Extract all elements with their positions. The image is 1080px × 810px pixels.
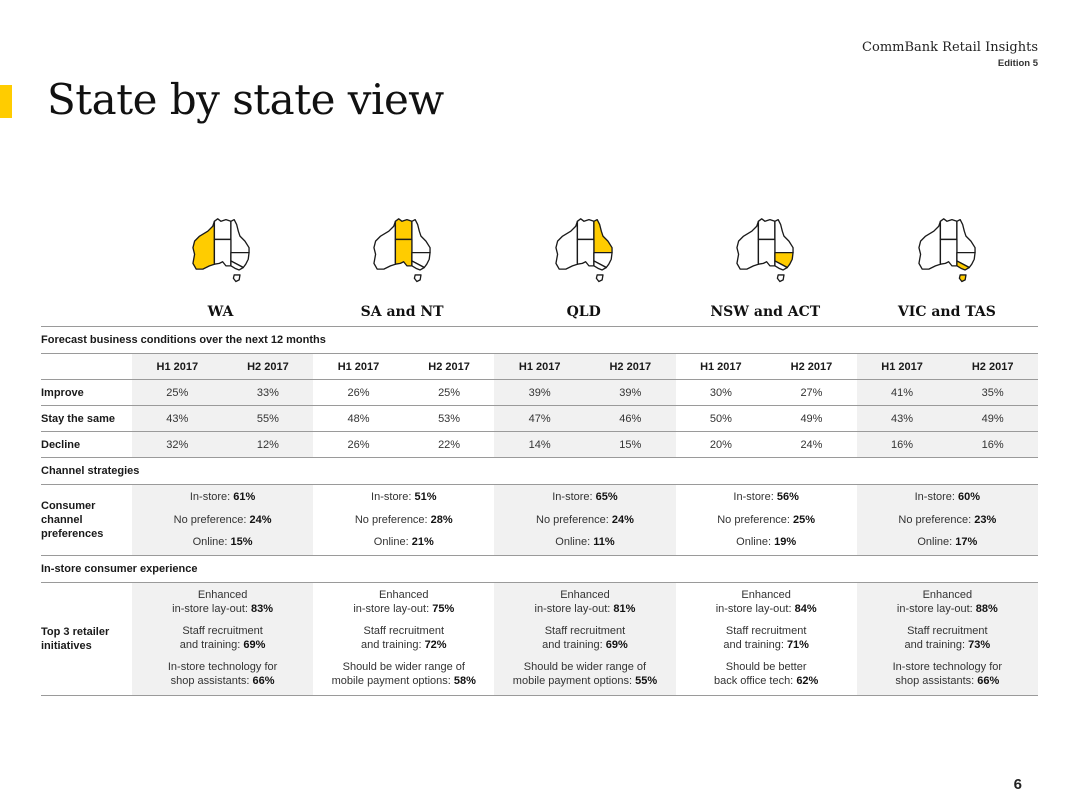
forecast-row-label: Stay the same bbox=[41, 412, 115, 425]
map-region-nt bbox=[577, 219, 594, 240]
state-label: WA bbox=[207, 304, 234, 320]
channel-cell bbox=[857, 485, 1038, 555]
channel-prefix: In-store: bbox=[733, 491, 774, 504]
period-header-row bbox=[41, 353, 1038, 379]
channel-value: 19% bbox=[774, 536, 797, 549]
channel-line bbox=[736, 531, 796, 554]
initiative-value: 84% bbox=[794, 603, 817, 615]
period-header: H2 2017 bbox=[428, 360, 470, 373]
channel-value: 17% bbox=[955, 536, 978, 549]
map-region-tas bbox=[596, 275, 603, 282]
map-region-qld bbox=[957, 220, 975, 253]
initiative-value: 69% bbox=[243, 639, 266, 651]
forecast-value: 39% bbox=[585, 380, 676, 405]
forecast-value: 15% bbox=[585, 432, 676, 457]
initiative-line1: Staff recruitment bbox=[725, 625, 807, 637]
forecast-value: 35% bbox=[947, 380, 1038, 405]
initiative-line1: Enhanced bbox=[197, 589, 248, 601]
channel-line bbox=[555, 531, 614, 554]
forecast-value: 20% bbox=[709, 438, 732, 451]
initiative-text: in-store lay-out: bbox=[715, 603, 792, 615]
channel-value: 56% bbox=[776, 491, 799, 504]
forecast-value: 14% bbox=[494, 432, 585, 457]
initiatives-cell bbox=[857, 583, 1038, 695]
channel-prefix: No preference: bbox=[717, 513, 790, 526]
initiative-line1: Staff recruitment bbox=[363, 625, 445, 637]
channel-prefix: Online: bbox=[373, 536, 409, 549]
australia-map-icon bbox=[912, 218, 982, 284]
channel-prefix: No preference: bbox=[354, 513, 428, 526]
australia-map-icon bbox=[367, 218, 437, 284]
map-region-wa bbox=[192, 221, 213, 269]
map-region-nt bbox=[395, 219, 412, 240]
channel-value: 28% bbox=[430, 513, 453, 526]
initiative-item bbox=[893, 660, 1002, 688]
initiative-line2 bbox=[180, 638, 266, 652]
channel-line bbox=[193, 531, 253, 554]
map-region-sa bbox=[214, 239, 231, 265]
channel-value: 25% bbox=[793, 513, 816, 526]
section-channel-title: Channel strategies bbox=[41, 465, 140, 477]
period-header: H1 2017 bbox=[494, 354, 585, 379]
channel-value: 11% bbox=[593, 536, 615, 549]
initiative-item bbox=[723, 624, 809, 652]
channel-prefix: No preference: bbox=[898, 513, 972, 526]
channel-prefix: No preference: bbox=[536, 513, 609, 526]
page-number: 6 bbox=[1013, 776, 1022, 793]
initiatives-cell bbox=[494, 583, 675, 695]
initiative-line1: Should be wider range of bbox=[523, 661, 647, 673]
map-region-tas bbox=[778, 275, 785, 282]
map-region-qld bbox=[594, 220, 612, 253]
period-header: H1 2017 bbox=[700, 360, 742, 373]
forecast-row bbox=[41, 431, 1038, 457]
channel-line bbox=[190, 486, 255, 509]
section-instore-title: In-store consumer experience bbox=[41, 563, 198, 575]
initiative-line1: Enhanced bbox=[922, 589, 973, 601]
channel-prefix: In-store: bbox=[552, 491, 593, 504]
section-forecast-title: Forecast business conditions over the next 12 months bbox=[41, 334, 326, 346]
initiative-item bbox=[542, 624, 628, 652]
header-brand bbox=[862, 40, 1038, 69]
forecast-value: 41% bbox=[857, 380, 948, 405]
channel-cell bbox=[313, 485, 494, 555]
state-column-1 bbox=[312, 218, 493, 328]
channel-line bbox=[355, 509, 453, 532]
map-region-wa bbox=[737, 221, 758, 269]
forecast-value: 46% bbox=[585, 406, 676, 431]
initiatives-row bbox=[41, 582, 1038, 696]
forecast-value: 25% bbox=[132, 380, 223, 405]
forecast-value: 55% bbox=[223, 406, 314, 431]
state-label: SA and NT bbox=[360, 304, 444, 320]
channel-prefix: Online: bbox=[736, 536, 772, 549]
initiative-value: 58% bbox=[453, 675, 476, 687]
map-region-sa bbox=[395, 239, 412, 265]
state-label: NSW and ACT bbox=[710, 304, 821, 320]
initiative-line1: In-store technology for bbox=[167, 661, 278, 673]
initiative-line1: Enhanced bbox=[560, 589, 610, 601]
channel-line bbox=[733, 486, 798, 509]
initiatives-cell bbox=[676, 583, 857, 695]
initiative-text: in-store lay-out: bbox=[896, 603, 973, 615]
initiative-value: 62% bbox=[796, 675, 819, 687]
map-region-tas bbox=[233, 275, 240, 282]
initiative-line2 bbox=[542, 638, 628, 652]
channel-line bbox=[717, 509, 815, 532]
initiative-line2 bbox=[905, 638, 991, 652]
channel-prefix: In-store: bbox=[189, 491, 231, 504]
initiative-item bbox=[332, 660, 476, 688]
initiative-value: 71% bbox=[786, 639, 809, 651]
header-blank bbox=[41, 354, 132, 379]
channel-prefix: Online: bbox=[192, 536, 228, 549]
channel-prefix: No preference: bbox=[173, 513, 247, 526]
initiative-line2 bbox=[714, 674, 818, 688]
initiative-value: 75% bbox=[432, 603, 455, 615]
forecast-value: 26% bbox=[347, 438, 370, 451]
initiative-text: in-store lay-out: bbox=[172, 603, 248, 615]
initiative-item bbox=[353, 588, 454, 616]
forecast-value: 53% bbox=[438, 412, 461, 425]
map-region-tas bbox=[959, 275, 966, 282]
map-region-nt bbox=[759, 219, 776, 240]
initiative-item bbox=[905, 624, 991, 652]
initiative-text: in-store lay-out: bbox=[534, 603, 611, 615]
channel-line bbox=[898, 509, 996, 532]
initiative-line1: Staff recruitment bbox=[182, 625, 263, 637]
map-region-sa bbox=[577, 239, 594, 265]
channel-value: 24% bbox=[249, 513, 272, 526]
channel-line bbox=[917, 531, 977, 554]
forecast-row bbox=[41, 405, 1038, 431]
initiative-value: 88% bbox=[975, 603, 998, 615]
state-label: QLD bbox=[566, 304, 601, 320]
period-header: H1 2017 bbox=[857, 354, 948, 379]
state-column-3 bbox=[675, 218, 856, 328]
channel-prefix: In-store: bbox=[371, 491, 412, 504]
initiative-line2 bbox=[716, 602, 817, 616]
initiative-line1: Should be wider range of bbox=[342, 661, 465, 673]
channel-cell bbox=[132, 485, 313, 555]
period-header: H2 2017 bbox=[585, 354, 676, 379]
forecast-value: 49% bbox=[800, 412, 823, 425]
state-column-0 bbox=[130, 218, 311, 328]
channel-line bbox=[174, 509, 272, 532]
initiative-value: 66% bbox=[252, 675, 275, 687]
initiative-line2 bbox=[893, 674, 1002, 688]
forecast-value: 49% bbox=[947, 406, 1038, 431]
map-region-wa bbox=[374, 221, 395, 269]
channel-prefix: In-store: bbox=[914, 491, 955, 504]
channel-value: 65% bbox=[595, 491, 618, 504]
channel-line bbox=[371, 486, 436, 509]
channel-preferences-row bbox=[41, 484, 1038, 555]
state-maps bbox=[130, 218, 1038, 328]
initiative-text: and training: bbox=[904, 639, 966, 651]
initiative-item bbox=[716, 588, 817, 616]
initiative-line1: Enhanced bbox=[379, 589, 429, 601]
forecast-row-label: Decline bbox=[41, 438, 81, 451]
map-region-sa bbox=[940, 239, 957, 265]
state-table bbox=[41, 326, 1038, 696]
channel-value: 21% bbox=[411, 536, 434, 549]
initiative-line1: Should be better bbox=[725, 661, 807, 673]
initiative-text: mobile payment options: bbox=[512, 675, 633, 687]
australia-map-icon bbox=[730, 218, 800, 284]
map-region-nt bbox=[940, 219, 957, 240]
forecast-value: 48% bbox=[347, 412, 370, 425]
channel-line bbox=[374, 531, 434, 554]
section-channel bbox=[41, 457, 1038, 484]
initiative-line1: In-store technology for bbox=[892, 661, 1003, 673]
channel-value: 23% bbox=[974, 513, 997, 526]
section-instore bbox=[41, 555, 1038, 582]
forecast-row-label: Improve bbox=[41, 386, 84, 399]
forecast-value: 16% bbox=[857, 432, 948, 457]
initiative-line2 bbox=[723, 638, 809, 652]
forecast-value: 12% bbox=[223, 432, 314, 457]
initiative-line2 bbox=[361, 638, 447, 652]
forecast-value: 27% bbox=[800, 386, 823, 399]
initiative-line1: Staff recruitment bbox=[544, 625, 626, 637]
forecast-value: 47% bbox=[494, 406, 585, 431]
initiative-text: back office tech: bbox=[713, 675, 794, 687]
state-label: VIC and TAS bbox=[897, 304, 996, 320]
australia-map-icon bbox=[549, 218, 619, 284]
channel-value: 51% bbox=[414, 491, 437, 504]
period-header: H1 2017 bbox=[132, 354, 223, 379]
channel-value: 15% bbox=[230, 536, 253, 549]
map-region-sa bbox=[759, 239, 776, 265]
initiative-item bbox=[897, 588, 998, 616]
initiative-item bbox=[172, 588, 273, 616]
forecast-value: 30% bbox=[709, 386, 732, 399]
initiative-line2 bbox=[168, 674, 277, 688]
initiative-line1: Staff recruitment bbox=[907, 625, 988, 637]
initiative-item bbox=[180, 624, 266, 652]
page-title: State by state view bbox=[47, 75, 444, 124]
initiative-line2 bbox=[353, 602, 454, 616]
state-column-4 bbox=[856, 218, 1037, 328]
map-region-qld bbox=[775, 220, 793, 253]
channel-cell bbox=[676, 485, 857, 555]
map-region-qld bbox=[230, 220, 248, 253]
initiative-item bbox=[714, 660, 818, 688]
channel-line bbox=[552, 486, 617, 509]
forecast-value: 16% bbox=[947, 432, 1038, 457]
initiatives-cell bbox=[132, 583, 313, 695]
australia-map-icon bbox=[186, 218, 256, 284]
initiative-text: and training: bbox=[360, 639, 422, 651]
forecast-value: 26% bbox=[347, 386, 370, 399]
initiatives-cell bbox=[313, 583, 494, 695]
period-header: H2 2017 bbox=[790, 360, 833, 373]
initiative-text: mobile payment options: bbox=[331, 675, 451, 687]
initiative-line2 bbox=[332, 674, 476, 688]
map-region-nt bbox=[214, 219, 231, 240]
channel-line bbox=[536, 509, 634, 532]
initiative-line1: Enhanced bbox=[741, 589, 791, 601]
initiative-line2 bbox=[897, 602, 998, 616]
forecast-value: 32% bbox=[132, 432, 223, 457]
initiative-value: 72% bbox=[424, 639, 447, 651]
channel-line bbox=[915, 486, 980, 509]
initiative-value: 55% bbox=[635, 675, 658, 687]
title-accent-bar bbox=[0, 85, 12, 118]
initiative-item bbox=[513, 660, 657, 688]
initiative-text: in-store lay-out: bbox=[353, 603, 430, 615]
channel-value: 60% bbox=[958, 491, 981, 504]
period-header: H1 2017 bbox=[337, 360, 380, 373]
map-region-wa bbox=[556, 221, 577, 269]
initiatives-label: Top 3 retailer initiatives bbox=[41, 626, 110, 652]
forecast-value: 39% bbox=[494, 380, 585, 405]
initiative-line2 bbox=[513, 674, 657, 688]
map-region-tas bbox=[414, 275, 421, 282]
brand-name: CommBank Retail Insights bbox=[862, 40, 1038, 55]
forecast-value: 43% bbox=[857, 406, 948, 431]
initiative-value: 83% bbox=[251, 603, 274, 615]
period-header: H2 2017 bbox=[947, 354, 1038, 379]
channel-value: 61% bbox=[233, 491, 256, 504]
initiative-text: shop assistants: bbox=[895, 675, 975, 687]
period-header: H2 2017 bbox=[223, 354, 314, 379]
initiative-text: shop assistants: bbox=[170, 675, 250, 687]
channel-prefix: Online: bbox=[917, 536, 953, 549]
channel-value: 24% bbox=[611, 513, 634, 526]
channel-cell bbox=[494, 485, 675, 555]
initiative-text: and training: bbox=[542, 639, 603, 651]
edition-label: Edition 5 bbox=[997, 58, 1038, 69]
map-region-wa bbox=[919, 221, 940, 269]
forecast-value: 50% bbox=[709, 412, 732, 425]
initiative-line2 bbox=[172, 602, 273, 616]
initiative-value: 69% bbox=[605, 639, 628, 651]
forecast-value: 24% bbox=[800, 438, 823, 451]
forecast-value: 43% bbox=[132, 406, 223, 431]
initiative-item bbox=[168, 660, 277, 688]
forecast-value: 22% bbox=[438, 438, 461, 451]
section-forecast bbox=[41, 326, 1038, 353]
initiative-text: and training: bbox=[179, 639, 241, 651]
channel-label: Consumer channel preferences bbox=[41, 500, 104, 540]
initiative-value: 66% bbox=[977, 675, 1000, 687]
map-region-qld bbox=[412, 220, 430, 253]
initiative-line2 bbox=[535, 602, 636, 616]
forecast-row bbox=[41, 379, 1038, 405]
state-column-2 bbox=[493, 218, 674, 328]
initiative-value: 81% bbox=[613, 603, 636, 615]
forecast-value: 33% bbox=[223, 380, 314, 405]
initiative-value: 73% bbox=[968, 639, 991, 651]
initiative-item bbox=[535, 588, 636, 616]
forecast-value: 25% bbox=[438, 386, 461, 399]
channel-prefix: Online: bbox=[555, 536, 591, 549]
initiative-text: and training: bbox=[723, 639, 784, 651]
initiative-item bbox=[361, 624, 447, 652]
